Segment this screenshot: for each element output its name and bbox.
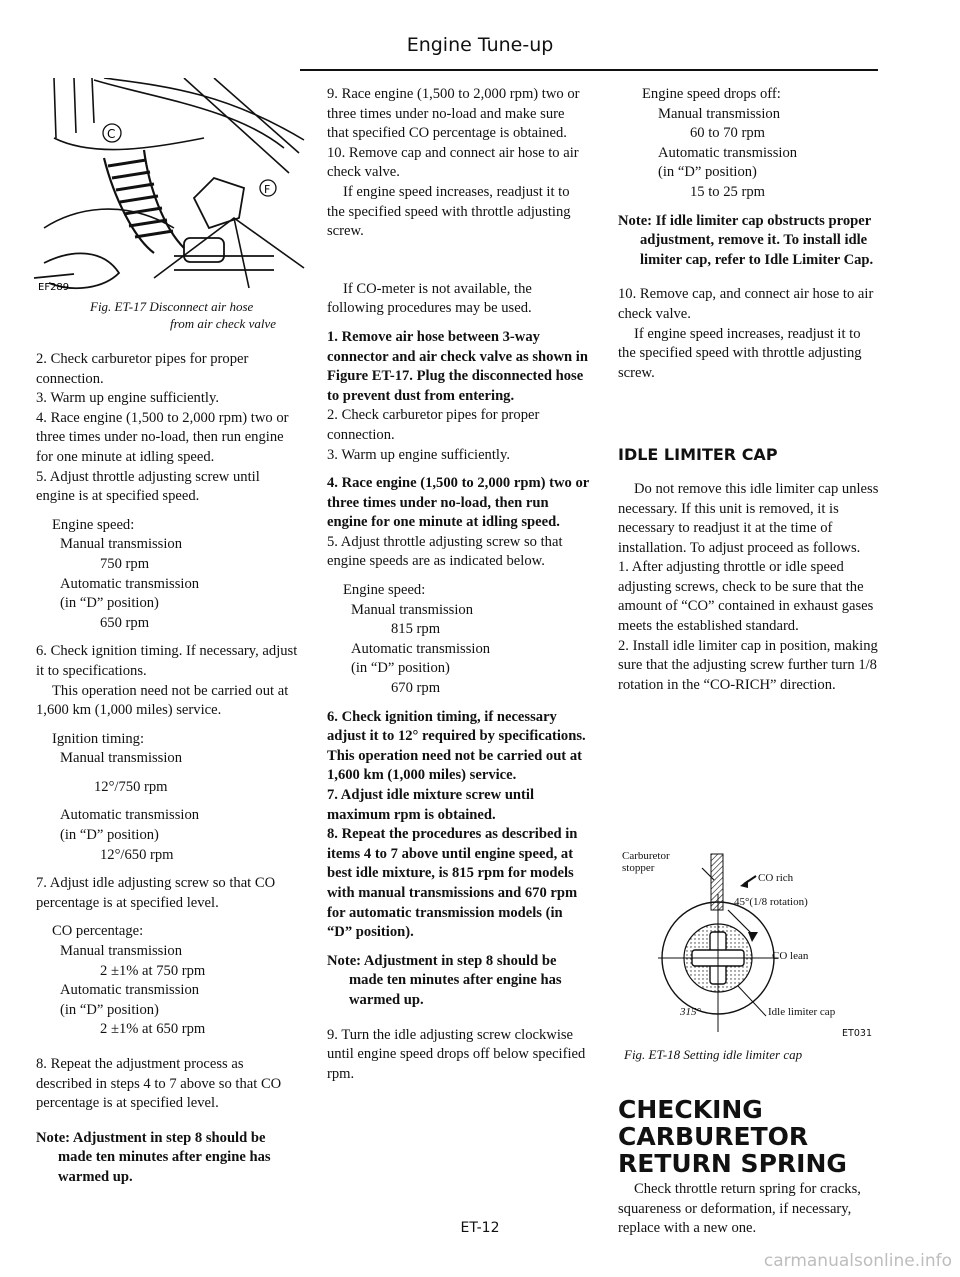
spec-label: CO percentage: xyxy=(52,923,144,940)
note: Note: Adjustment in step 8 should be made ten minutes after engine has warmed up. xyxy=(327,952,562,1008)
note: Note: Adjustment in step 8 should be made ten minutes after engine has warmed up. xyxy=(36,1129,271,1185)
step-2: 2. Check carburetor pipes for proper connection. xyxy=(327,407,540,443)
step-7: 7. Adjust idle adjusting screw so that CO percentage is at specified level. xyxy=(36,875,276,911)
section-heading-idle-limiter-cap: IDLE LIMITER CAP xyxy=(618,445,778,465)
step-10-note: If engine speed increases, readjust it to the specified speed with throttle adjusting screw. xyxy=(618,325,862,381)
right-column xyxy=(618,85,880,695)
middle-column xyxy=(327,85,589,1084)
spec-label: Ignition timing: xyxy=(52,730,145,747)
carb-paragraph: Check throttle return spring for cracks, squareness or deformation, if necessary, replace with a new one. xyxy=(618,1181,861,1237)
figure-tag: ET031 xyxy=(842,1028,872,1039)
spec-value: 2 ±1% at 650 rpm xyxy=(100,1021,206,1038)
idle-step-1: 1. After adjusting throttle or idle speed adjusting screws, check to be sure that the amount of “CO” contained in exhaust gases meets the established standard. xyxy=(618,559,874,635)
figure-et18 xyxy=(618,846,880,1040)
spec-item: (in “D” position) xyxy=(60,1001,159,1018)
callout-f-label: F xyxy=(264,183,271,196)
idle-limiter-cap-diagram xyxy=(618,846,880,1040)
step-10: 10. Remove cap and connect air hose to air check valve. xyxy=(327,144,579,181)
spec-value: 15 to 25 rpm xyxy=(690,183,765,200)
step-1: 1. Remove air hose between 3-way connector and air check valve as shown in Figure ET-17. Plug the disconnected hose to prevent dust from entering. xyxy=(327,328,588,404)
figure-tag: EF289 xyxy=(38,282,70,293)
step-4: 4. Race engine (1,500 to 2,000 rpm) two or three times under no-load, then run engine for one minute at idling speed. xyxy=(36,409,289,465)
carb-heading-line-3: RETURN SPRING xyxy=(618,1149,847,1178)
figure-caption xyxy=(64,298,314,332)
intro-paragraph: If CO-meter is not available, the following procedures may be used. xyxy=(327,280,532,317)
spec-item: Automatic transmission xyxy=(60,807,200,824)
spec-label: Engine speed: xyxy=(52,516,135,533)
step-4: 4. Race engine (1,500 to 2,000 rpm) two or three times under no-load, then run engine for one minute at idling speed. xyxy=(327,475,589,531)
idle-paragraph: Do not remove this idle limiter cap unless necessary. If this unit is removed, it is necessary to readjust it at the time of installation. To adjust proceed as follows. xyxy=(618,480,879,556)
carb-heading-line-2: CARBURETOR xyxy=(618,1122,809,1151)
step-10: 10. Remove cap, and connect air hose to air check valve. xyxy=(618,286,874,322)
step-9b: 9. Turn the idle adjusting screw clockwise until engine speed drops off below specified rpm. xyxy=(327,1026,586,1082)
spec-value: 2 ±1% at 750 rpm xyxy=(100,962,206,979)
spec-item: Manual transmission xyxy=(351,601,474,618)
step-6-note: This operation need not be carried out at 1,600 km (1,000 miles) service. xyxy=(36,682,289,719)
label-co-rich: CO rich xyxy=(758,872,794,884)
label-stopper-1: Carburetor xyxy=(622,850,670,862)
spec-value: 650 rpm xyxy=(100,614,150,631)
spec-item: Manual transmission xyxy=(60,750,183,767)
figure-caption: Fig. ET-18 Setting idle limiter cap xyxy=(624,1047,803,1062)
step-8: 8. Repeat the procedures as described in items 4 to 7 above until engine speed, at best idle mixture, is 815 rpm for models with manual transmissions and 670 rpm for automatic transmission models (in “D” position). xyxy=(327,826,578,941)
step-8: 8. Repeat the adjustment process as described in steps 4 to 7 above so that CO percentage is at specified level. xyxy=(36,1056,282,1112)
label-stopper-2: stopper xyxy=(622,862,655,874)
spec-label: Engine speed: xyxy=(343,582,426,599)
label-co-lean: CO lean xyxy=(772,950,809,962)
step-3: 3. Warm up engine sufficiently. xyxy=(36,390,219,407)
spec-value: 815 rpm xyxy=(391,621,441,638)
note: Note: If idle limiter cap obstructs proper adjustment, remove it. To install idle limiter cap, refer to Idle Limiter Cap. xyxy=(618,212,874,268)
step-9: 9. Race engine (1,500 to 2,000 rpm) two or three times under no-load and make sure that specified CO percentage is obtained. xyxy=(327,86,580,142)
label-idle-limiter-cap: Idle limiter cap xyxy=(768,1006,836,1018)
spec-value: 12°/650 rpm xyxy=(100,846,174,863)
spec-item: Automatic transmission xyxy=(351,640,491,657)
page-header: Engine Tune-up xyxy=(406,34,554,56)
page-number: ET-12 xyxy=(460,1220,500,1236)
spec-value: 750 rpm xyxy=(100,555,150,572)
step-10-note: If engine speed increases, readjust it to the specified speed with throttle adjusting screw. xyxy=(327,183,571,240)
spec-label: Engine speed drops off: xyxy=(642,86,781,102)
label-rotation: 45°(1/8 rotation) xyxy=(734,896,808,908)
spec-value: 12°/750 rpm xyxy=(94,778,168,795)
left-column xyxy=(36,350,298,1188)
caption-line-1: Fig. ET-17 Disconnect air hose xyxy=(90,299,254,314)
spec-item: (in “D” position) xyxy=(60,595,159,612)
callout-c-label: C xyxy=(107,127,116,141)
watermark: carmanualsonline.info xyxy=(763,1251,952,1271)
spec-item: Automatic transmission xyxy=(60,982,200,999)
spec-item: (in “D” position) xyxy=(60,827,159,844)
caption-line-2: from air check valve xyxy=(170,316,276,331)
spec-item: (in “D” position) xyxy=(351,660,450,677)
spec-item: Manual transmission xyxy=(60,943,183,960)
step-6: 6. Check ignition timing. If necessary, adjust it to specifications. xyxy=(36,643,298,679)
spec-item: Manual transmission xyxy=(60,536,183,553)
step-2: 2. Check carburetor pipes for proper connection. xyxy=(36,351,249,387)
label-315: 315° xyxy=(680,1006,701,1018)
idle-step-2: 2. Install idle limiter cap in position, making sure that the adjusting screw further turn 1/8 rotation in the “CO-RICH” direction. xyxy=(618,637,878,693)
carb-heading xyxy=(618,1096,880,1177)
spec-item: Manual transmission xyxy=(658,105,781,122)
step-5: 5. Adjust throttle adjusting screw so that engine speeds are as indicated below. xyxy=(327,533,563,570)
carb-heading-line-1: CHECKING xyxy=(618,1095,763,1124)
spec-item: (in “D” position) xyxy=(658,164,757,181)
spec-item: Automatic transmission xyxy=(658,144,798,161)
spec-value: 670 rpm xyxy=(391,680,441,697)
spec-value: 60 to 70 rpm xyxy=(690,125,765,142)
figure-et17-air-hose-illustration xyxy=(34,78,314,298)
step-3: 3. Warm up engine sufficiently. xyxy=(327,446,510,463)
header-rule xyxy=(300,69,878,71)
step-6: 6. Check ignition timing, if necessary adjust it to 12° required by specifications. This operation need not be carried out at 1,600 km (1,000 miles) service. xyxy=(327,708,586,784)
spec-item: Automatic transmission xyxy=(60,575,200,592)
step-7: 7. Adjust idle mixture screw until maximum rpm is obtained. xyxy=(327,787,535,823)
step-5: 5. Adjust throttle adjusting screw until engine is at specified speed. xyxy=(36,468,260,505)
